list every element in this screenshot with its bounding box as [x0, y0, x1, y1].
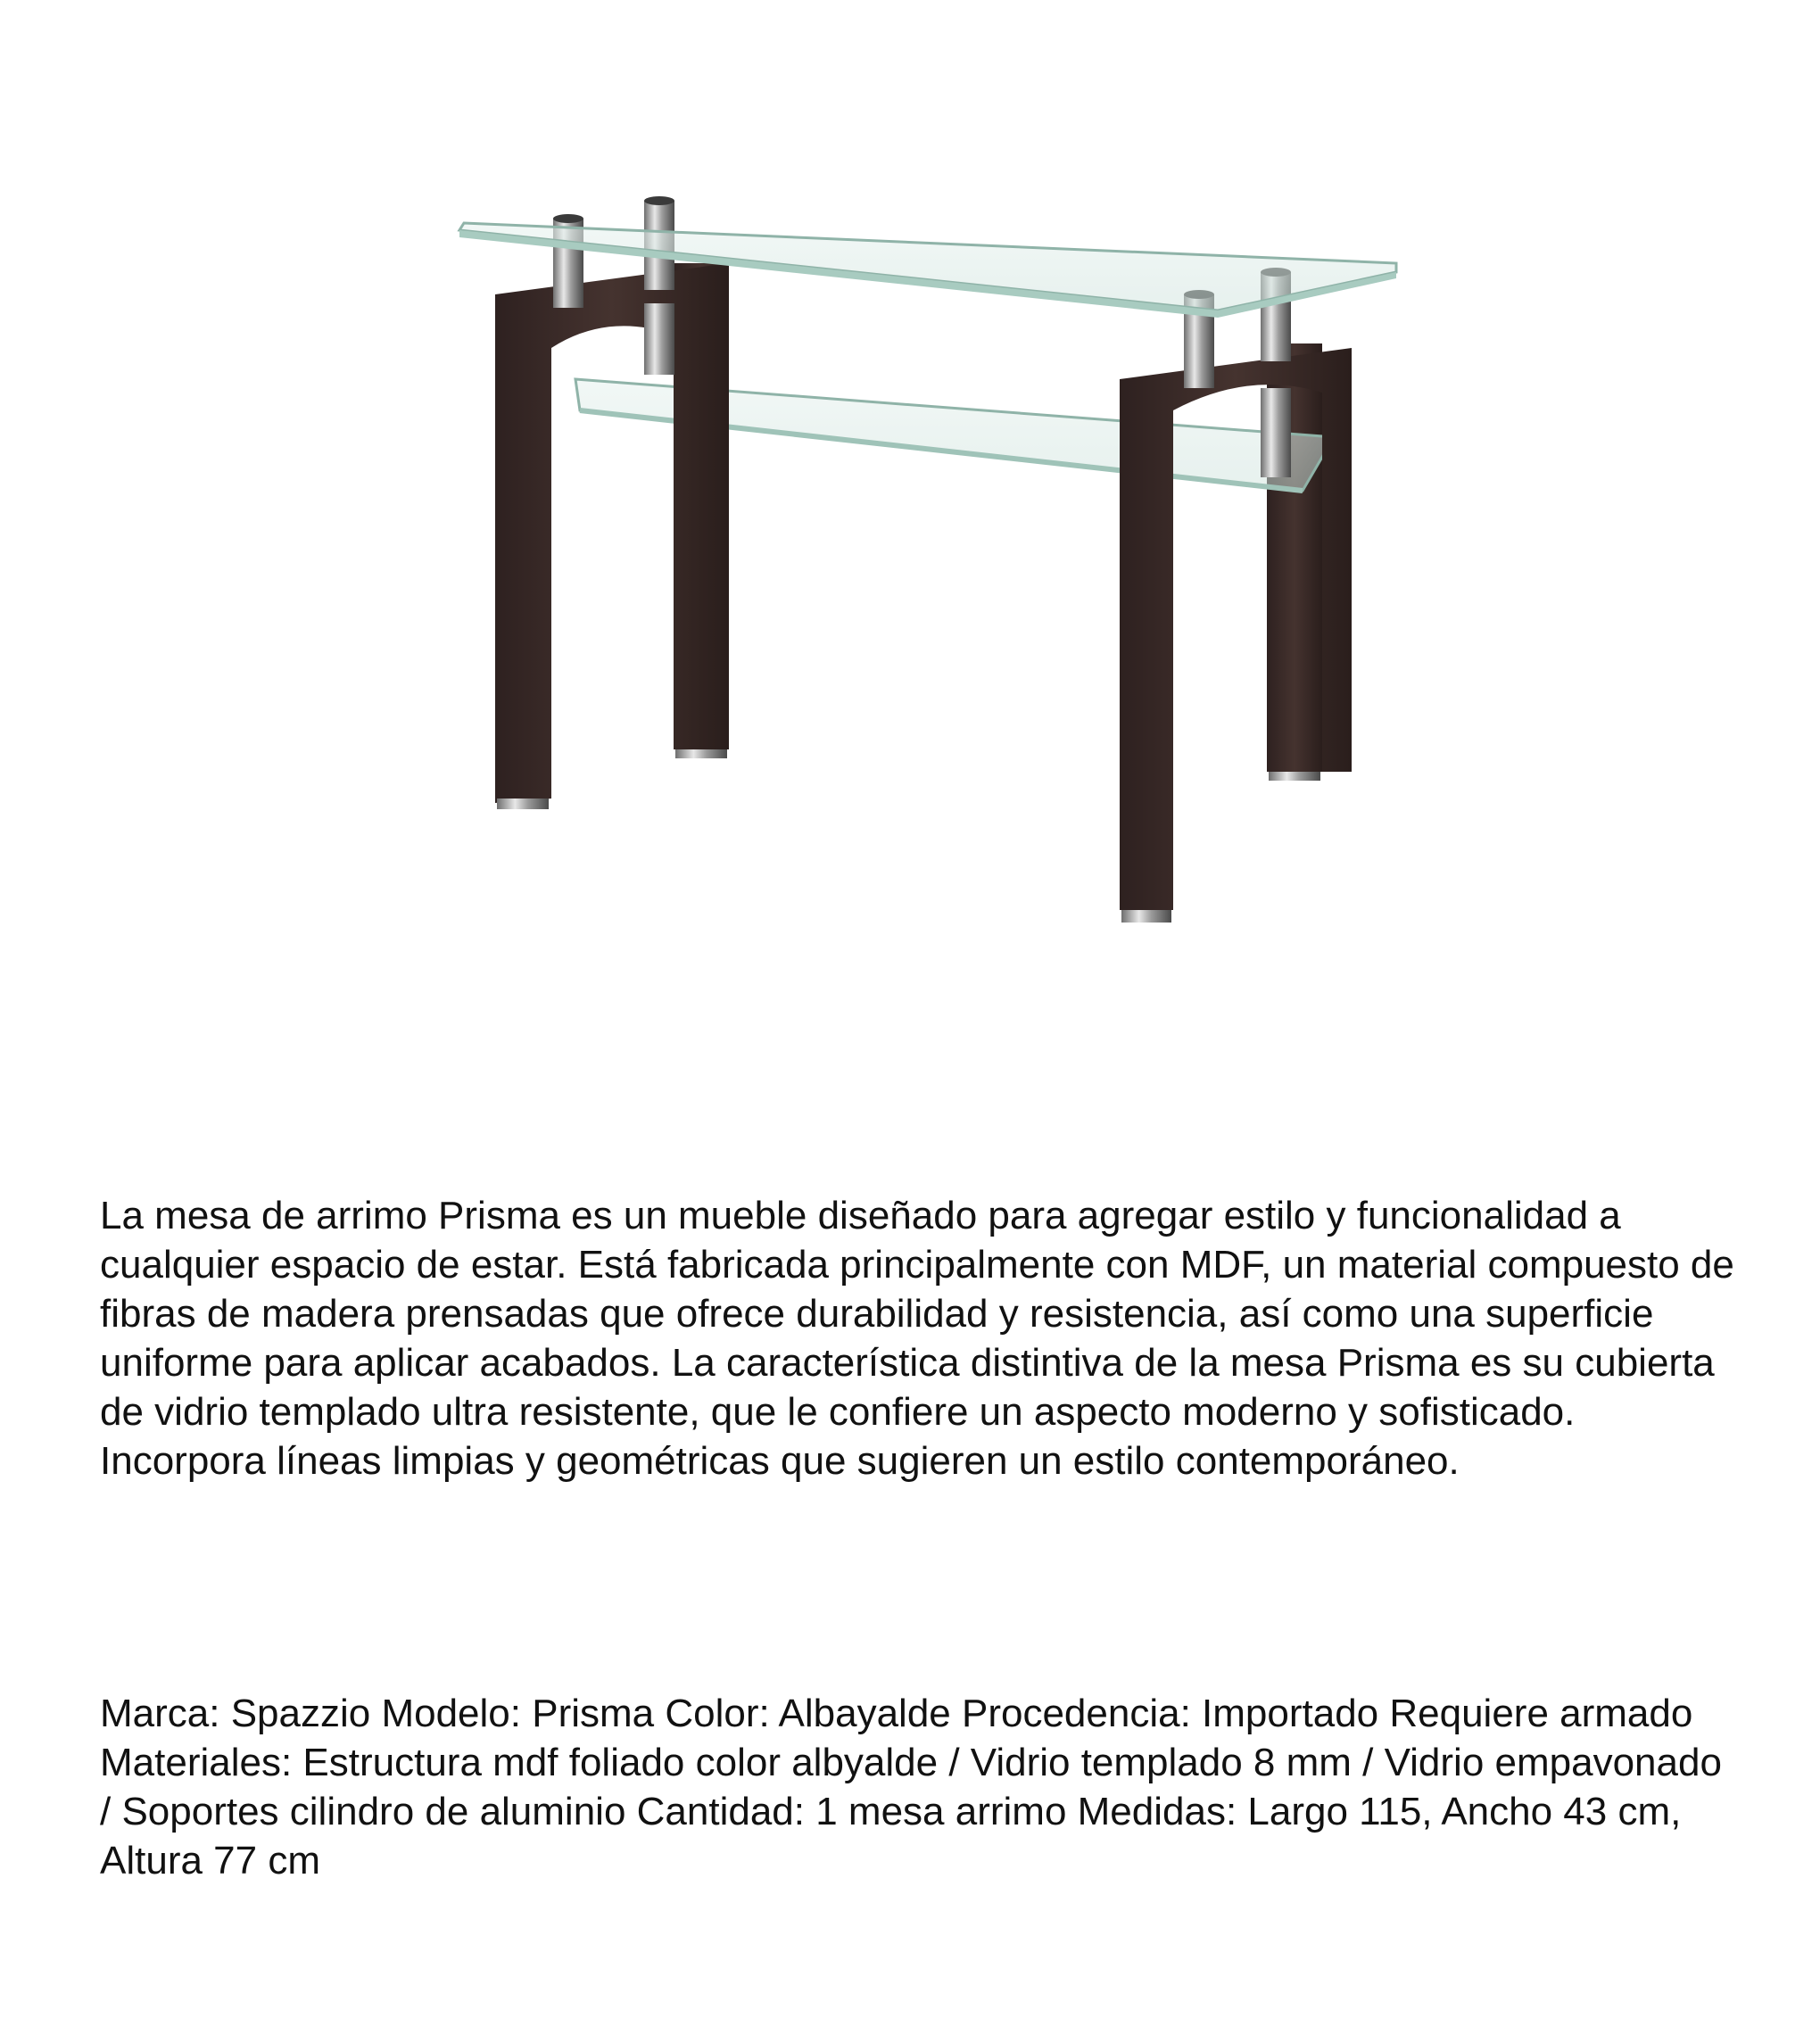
product-description: La mesa de arrimo Prisma es un mueble diseñado para agregar estilo y funcionalidad a cualquier espacio de estar. Está fabricada principalmente con MDF, un material compuesto de fibras de madera prensadas que ofrece durabilidad y resistencia, así como una superficie uniforme para aplicar acabados. La característica distintiva de la mesa Prisma es su cubierta de vidrio templado ultra resistente, que le confiere un aspecto moderno y sofisticado. Incorpora líneas limpias y geométricas que sugieren un estilo contemporáneo.: [100, 1194, 1734, 1483]
product-image: [446, 178, 1410, 946]
glass-console-table-image: [446, 178, 1410, 946]
product-specs: Marca: Spazzio Modelo: Prisma Color: Albayalde Procedencia: Importado Requiere armado Materiales: Estructura mdf foliado color albyalde / Vidrio templado 8 mm / Vidrio empavonado / Soportes cilindro de aluminio Cantidad: 1 mesa arrimo Medidas: Largo 115, Ancho 43 cm, Altura 77 cm: [100, 1692, 1722, 1882]
